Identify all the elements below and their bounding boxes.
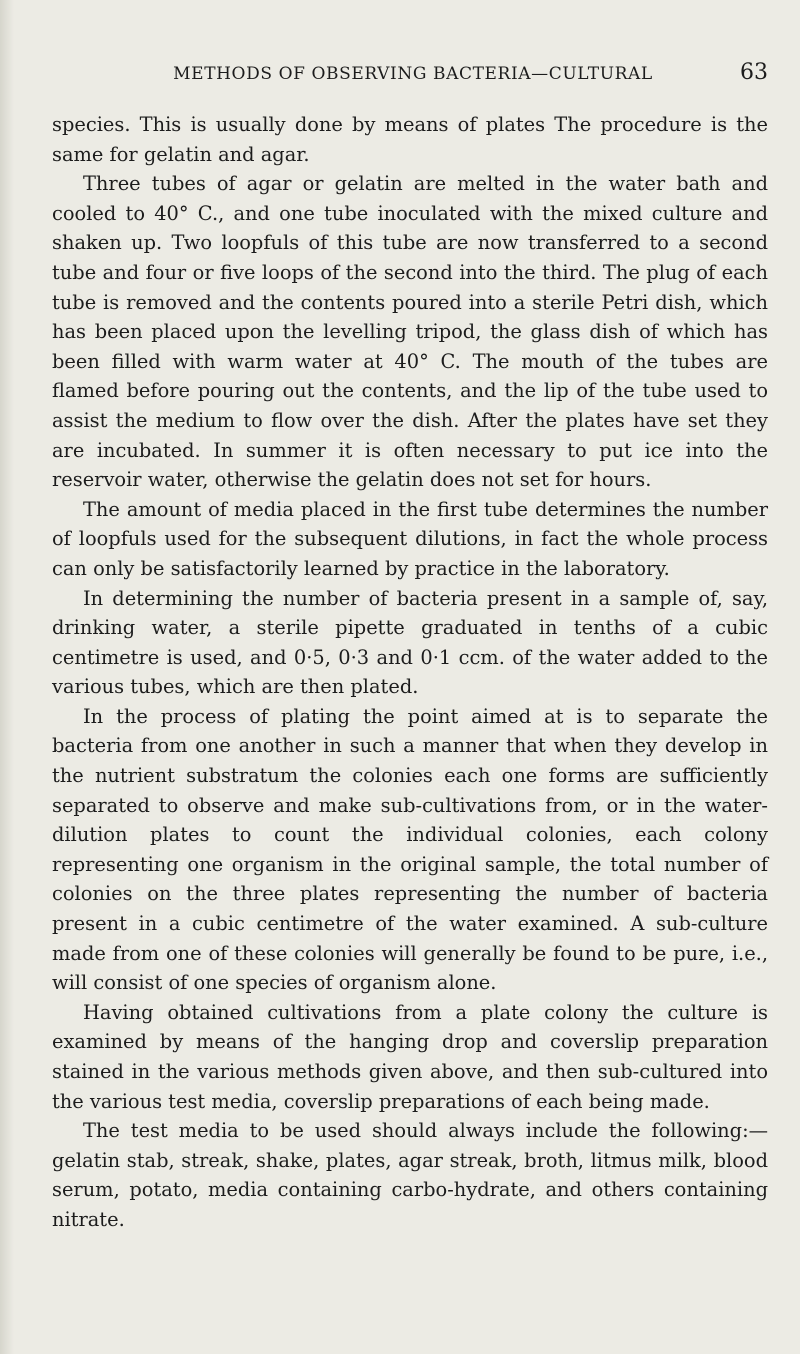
page-edge-shadow <box>0 0 14 1354</box>
paragraph-continued: species. This is usually done by means of plates The procedure is the same for gelatin and agar. <box>52 113 768 166</box>
paragraph-media-amount: The amount of media placed in the first tube determines the number of loopfuls used for the subsequent dilutions, in fact the whole process can only be satisfactorily learned by practice in the laboratory. <box>52 497 768 580</box>
paragraph-test-media: The test media to be used should always include the following:— gelatin stab, streak, shake, plates, agar streak, broth, litmus milk, blood serum, potato, media containing carbo-hydrate, and others containing nitrate. <box>52 1119 768 1231</box>
paragraph-examination: Having obtained cultivations from a plate colony the culture is examined by means of the hanging drop and coverslip preparation stained in the various methods given above, and then sub-cultured into the various test media, coverslip preparations of each being made. <box>52 1000 768 1113</box>
paragraph-plating-procedure: Three tubes of agar or gelatin are melted in the water bath and cooled to 40° C., and one tube inoculated with the mixed culture and shaken up. Two loopfuls of this tube are now transferred to a second tube and four or five loops of the second into the third. The plug of each tube is removed and the contents poured into a sterile Petri dish, which has been placed upon the levelling tripod, the glass dish of which has been filled with warm water at 40° C. The mouth of the tubes are flamed before pouring out the contents, and the lip of the tube used to assist the medium to flow over the dish. After the plates have set they are incubated. In summer it is often necessary to put ice into the reservoir water, otherwise the gelatin does not set for hours. <box>52 172 768 492</box>
body-text <box>52 110 768 1235</box>
paragraph-separation-aim: In the process of plating the point aimed at is to separate the bacteria from one another in such a manner that when they develop in the nutrient substratum the colonies each one forms are sufficiently separated to observe and make sub-cultivations from, or in the water-dilution plates to count the individual colonies, each colony representing one organism in the original sample, the total number of colonies on the three plates representing the number of bacteria present in a cubic centimetre of the water examined. A sub-culture made from one of these colonies will generally be found to be pure, i.e., will consist of one species of organism alone. <box>52 704 768 995</box>
running-head: METHODS OF OBSERVING BACTERIA—CULTURAL <box>173 64 653 84</box>
paragraph-counting-bacteria: In determining the number of bacteria present in a sample of, say, drinking water, a sterile pipette graduated in tenths of a cubic centimetre is used, and 0·5, 0·3 and 0·1 ccm. of the water added to the various tubes, which are then plated. <box>52 586 768 699</box>
page-number: 63 <box>740 60 768 85</box>
page-header <box>88 60 768 94</box>
